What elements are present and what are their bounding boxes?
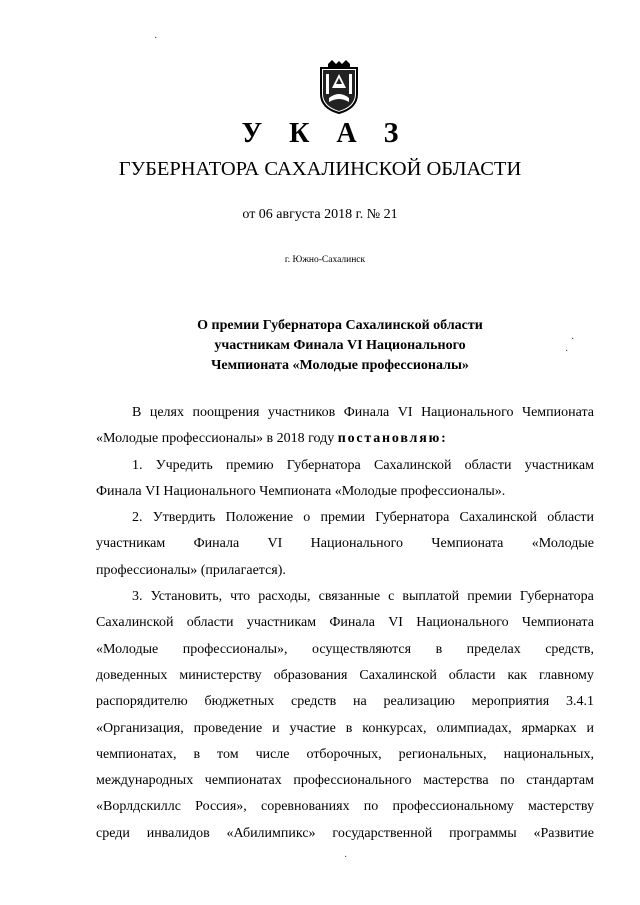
body-word: реализацию bbox=[383, 694, 455, 710]
body-line bbox=[96, 531, 594, 557]
decree-keyword: постановляю: bbox=[337, 431, 448, 447]
scan-speck: · bbox=[154, 33, 158, 44]
body-word: участникам bbox=[96, 536, 166, 552]
body-word: участие bbox=[289, 720, 336, 736]
heading-line: О премии Губернатора Сахалинской области bbox=[197, 318, 483, 333]
body-line bbox=[96, 663, 594, 689]
body-word: Губернатора bbox=[519, 589, 594, 605]
body-word: образования bbox=[273, 667, 348, 683]
body-word: Сахалинской bbox=[459, 510, 537, 526]
body-line bbox=[96, 716, 594, 742]
body-word: участникам bbox=[524, 457, 594, 473]
body-word: связанные bbox=[318, 589, 381, 605]
body-word: участников bbox=[267, 405, 336, 420]
body-word: в bbox=[435, 641, 443, 657]
body-line bbox=[96, 768, 594, 794]
body-word: мастерству bbox=[528, 799, 594, 815]
scan-speck: · bbox=[571, 334, 575, 345]
body-word: чемпионатах bbox=[204, 773, 282, 789]
body-word: «Молодые bbox=[531, 536, 594, 552]
body-word: доведенных bbox=[96, 667, 168, 683]
body-word: области bbox=[186, 615, 234, 631]
body-word: «Организация, bbox=[96, 720, 184, 736]
body-word: «Развитие bbox=[533, 825, 594, 841]
body-word: Губернатора bbox=[375, 510, 450, 526]
body-line bbox=[96, 637, 594, 663]
body-line bbox=[96, 794, 594, 820]
body-word: и bbox=[586, 720, 594, 736]
body-word: поощрения bbox=[192, 405, 260, 420]
body-word: проведение bbox=[193, 720, 263, 736]
body-word: отборочных, bbox=[306, 746, 382, 762]
body-line bbox=[96, 821, 594, 847]
body-word: Национального bbox=[416, 615, 509, 631]
body-word: целях bbox=[149, 405, 184, 420]
body-word: премию bbox=[226, 457, 274, 473]
body-word: Губернатора bbox=[286, 457, 361, 473]
scan-speck: · bbox=[565, 346, 569, 357]
body-word: в bbox=[193, 746, 201, 762]
body-word: олимпиадах, bbox=[436, 720, 512, 736]
body-line bbox=[96, 505, 594, 531]
body-word: «Абилимпикс» bbox=[226, 825, 316, 841]
body-word: том bbox=[217, 746, 239, 762]
coat-of-arms-icon bbox=[318, 60, 360, 114]
document-subtitle: ГУБЕРНАТОРА САХАЛИНСКОЙ ОБЛАСТИ bbox=[118, 158, 522, 180]
heading-line: Чемпионата «Молодые профессионалы» bbox=[211, 358, 469, 373]
body-word: международных bbox=[96, 773, 194, 789]
body-word: Финала bbox=[193, 536, 240, 552]
body-line bbox=[96, 742, 594, 768]
body-word: VI bbox=[397, 405, 413, 420]
body-word: на bbox=[353, 694, 367, 710]
body-word: и bbox=[272, 720, 280, 736]
body-word: Чемпионата bbox=[521, 405, 594, 420]
body-line bbox=[96, 453, 594, 479]
body-word: премии bbox=[320, 510, 366, 526]
body-word: Установить, bbox=[150, 589, 223, 605]
body-word: бюджетных bbox=[204, 694, 275, 710]
body-word: по bbox=[363, 799, 379, 815]
body-word: среди bbox=[96, 825, 130, 841]
body-word: как bbox=[507, 667, 528, 683]
body-word: программы bbox=[449, 825, 517, 841]
body-word: участникам bbox=[246, 615, 317, 631]
body-word: государственной bbox=[332, 825, 433, 841]
body-word: что bbox=[230, 589, 251, 605]
body-word: «Ворлдскиллс bbox=[96, 799, 181, 815]
body-word: премии bbox=[467, 589, 512, 605]
body-word: Сахалинской bbox=[359, 667, 437, 683]
body-word: средств, bbox=[545, 641, 594, 657]
body-word: региональных, bbox=[398, 746, 487, 762]
body-word: Положение bbox=[225, 510, 294, 526]
body-word: 2. bbox=[132, 510, 143, 526]
body-word: Национального bbox=[421, 405, 514, 420]
body-word: главному bbox=[538, 667, 594, 683]
body-word: числе bbox=[255, 746, 290, 762]
body-word: области bbox=[547, 510, 594, 526]
body-word: пределах bbox=[466, 641, 521, 657]
body-word: профессиональному bbox=[392, 799, 514, 815]
body-word: министерству bbox=[179, 667, 262, 683]
document-body bbox=[96, 400, 594, 847]
body-word: Учредить bbox=[155, 457, 213, 473]
body-word: VI bbox=[267, 536, 283, 552]
body-word: области bbox=[464, 457, 512, 473]
body-word: мероприятия bbox=[471, 694, 550, 710]
heading-line: участникам Финала VI Национального bbox=[214, 338, 466, 353]
body-line bbox=[96, 610, 594, 636]
body-word: средств bbox=[290, 694, 337, 710]
body-word: стандартам bbox=[526, 773, 594, 789]
body-word: профессионального bbox=[293, 773, 412, 789]
body-text: «Молодые профессионалы» в 2018 году bbox=[96, 431, 338, 447]
body-word: осуществляются bbox=[311, 641, 412, 657]
body-word: соревнованиях bbox=[261, 799, 350, 815]
body-word: Россия», bbox=[195, 799, 247, 815]
body-line: профессионалы» (прилагается). bbox=[96, 562, 286, 578]
document-title: У К А З bbox=[241, 118, 409, 149]
body-word: в bbox=[345, 720, 353, 736]
body-word: Утвердить bbox=[152, 510, 216, 526]
body-word: Финала bbox=[343, 405, 390, 420]
body-word: Финала bbox=[329, 615, 375, 631]
document-heading bbox=[150, 316, 530, 376]
body-line bbox=[96, 400, 594, 426]
body-word: по bbox=[500, 773, 515, 789]
body-line bbox=[96, 584, 594, 610]
body-line bbox=[96, 426, 594, 452]
body-word: инвалидов bbox=[146, 825, 210, 841]
document-date-number: от 06 августа 2018 г. № 21 bbox=[242, 207, 398, 222]
body-word: «Молодые bbox=[96, 641, 159, 657]
body-word: 3. bbox=[132, 589, 143, 605]
body-word: Национального bbox=[310, 536, 404, 552]
body-word: выплатой bbox=[402, 589, 460, 605]
body-word: ярмарках bbox=[521, 720, 577, 736]
body-word: VI bbox=[388, 615, 403, 631]
body-word: области bbox=[448, 667, 496, 683]
body-word: 3.4.1 bbox=[565, 694, 594, 710]
scan-speck: · bbox=[344, 852, 348, 863]
body-word: 1. bbox=[132, 457, 143, 473]
body-word: Чемпионата bbox=[431, 536, 504, 552]
body-word: распорядителю bbox=[96, 694, 188, 710]
body-word: мастерства bbox=[423, 773, 489, 789]
body-word: расходы, bbox=[258, 589, 311, 605]
body-word: о bbox=[303, 510, 311, 526]
document-city: г. Южно-Сахалинск bbox=[284, 255, 366, 265]
body-word: профессионалы», bbox=[182, 641, 288, 657]
body-word: В bbox=[132, 405, 142, 420]
body-word: конкурсах, bbox=[362, 720, 427, 736]
body-word: Чемпионата bbox=[521, 615, 594, 631]
body-word: с bbox=[388, 589, 395, 605]
body-line bbox=[96, 689, 594, 715]
body-word: национальных, bbox=[503, 746, 594, 762]
body-line: Финала VI Национального Чемпионата «Молодые профессионалы». bbox=[96, 483, 506, 499]
body-word: чемпионатах, bbox=[96, 746, 177, 762]
body-word: Сахалинской bbox=[96, 615, 174, 631]
body-word: Сахалинской bbox=[373, 457, 452, 473]
